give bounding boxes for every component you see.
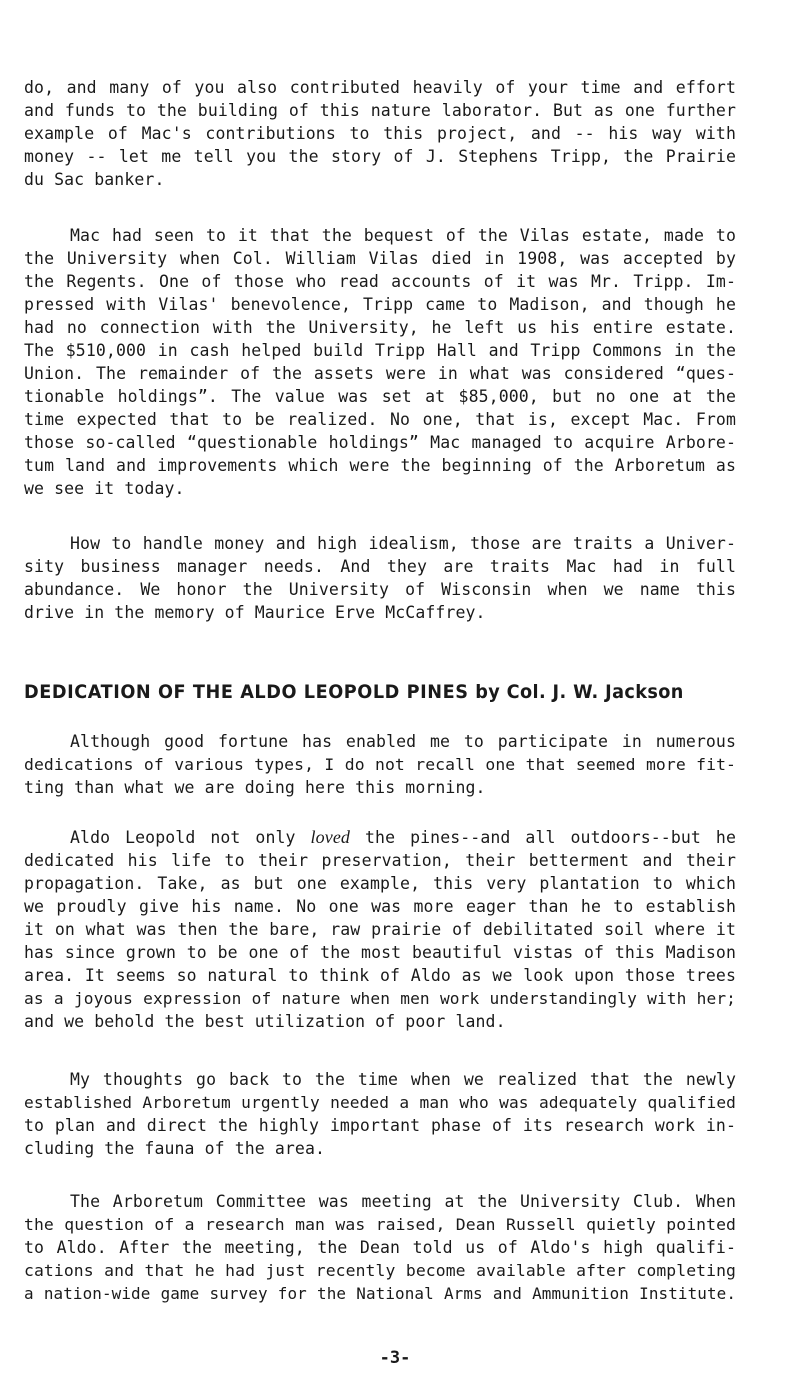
text-segment: Aldo Leopold not only	[70, 828, 311, 847]
text-line: cations and that he had just recently become available after completing	[24, 1261, 736, 1280]
text-line: and funds to the building of this nature laborator. But as one further	[24, 101, 736, 120]
paragraph-tripp-story	[24, 224, 736, 500]
text-line: The $510,000 in cash helped build Tripp Hall and Tripp Commons in the	[24, 341, 736, 360]
text-line: Although good fortune has enabled me to participate in numerous	[70, 732, 736, 751]
text-line: Union. The remainder of the assets were in what was considered “ques-	[24, 364, 736, 383]
text-line: dedicated his life to their preservation, their betterment and their	[24, 851, 736, 870]
text-line-with-emphasis	[24, 826, 736, 849]
paragraph-mac-contributions	[24, 76, 736, 191]
paragraph-arboretum-research	[24, 1068, 736, 1160]
text-line: we proudly give his name. No one was more eager than he to establish	[24, 897, 736, 916]
paragraph-dedications	[24, 730, 736, 799]
emphasis-loved: loved	[310, 827, 351, 847]
text-line: pressed with Vilas' benevolence, Tripp came to Madison, and though he	[24, 295, 736, 314]
text-line: sity business manager needs. And they are traits Mac had in full	[24, 557, 736, 576]
text-line: to plan and direct the highly important phase of its research work in-	[24, 1116, 736, 1135]
text-segment: the pines--and all outdoors--but he	[350, 828, 736, 847]
heading-byline: by Col. J. W. Jackson	[475, 681, 684, 703]
text-line: How to handle money and high idealism, those are traits a Univer-	[70, 534, 736, 553]
text-line: it on what was then the bare, raw prairie of debilitated soil where it	[24, 920, 736, 939]
text-line: money -- let me tell you the story of J. Stephens Tripp, the Prairie	[24, 147, 736, 166]
text-line: the question of a research man was raised, Dean Russell quietly pointed	[24, 1215, 736, 1234]
text-line: example of Mac's contributions to this project, and -- his way with	[24, 124, 736, 143]
text-line: du Sac banker.	[24, 170, 165, 189]
text-line: the University when Col. William Vilas died in 1908, was accepted by	[24, 249, 736, 268]
text-line: area. It seems so natural to think of Aldo as we look upon those trees	[24, 966, 736, 985]
page-number: -3-	[379, 1348, 411, 1368]
text-line: propagation. Take, as but one example, this very plantation to which	[24, 874, 736, 893]
text-line: we see it today.	[24, 479, 185, 498]
text-line: the Regents. One of those who read accounts of it was Mr. Tripp. Im-	[24, 272, 736, 291]
paragraph-leopold-pines	[24, 826, 736, 1033]
text-line: and we behold the best utilization of poor land.	[24, 1012, 506, 1031]
text-line: My thoughts go back to the time when we realized that the newly	[70, 1070, 736, 1089]
text-line: has since grown to be one of the most beautiful vistas of this Madison	[24, 943, 736, 962]
text-line: had no connection with the University, he left us his entire estate.	[24, 318, 736, 337]
text-line: to Aldo. After the meeting, the Dean told us of Aldo's high qualifi-	[24, 1238, 736, 1257]
text-line: do, and many of you also contributed heavily of your time and effort	[24, 78, 736, 97]
text-line: dedications of various types, I do not recall one that seemed more fit-	[24, 755, 736, 774]
text-line: as a joyous expression of nature when men work understandingly with her;	[24, 989, 736, 1008]
paragraph-mccaffrey-drive	[24, 532, 736, 624]
text-line: Mac had seen to it that the bequest of the Vilas estate, made to	[70, 226, 736, 245]
text-line: tum land and improvements which were the beginning of the Arboretum as	[24, 456, 736, 475]
text-line: ting than what we are doing here this morning.	[24, 778, 486, 797]
text-line: a nation-wide game survey for the National Arms and Ammunition Institute.	[24, 1284, 736, 1303]
text-line: abundance. We honor the University of Wisconsin when we name this	[24, 580, 736, 599]
text-line: time expected that to be realized. No one, that is, except Mac. From	[24, 410, 736, 429]
text-line: cluding the fauna of the area.	[24, 1139, 326, 1158]
text-line: established Arboretum urgently needed a man who was adequately qualified	[24, 1093, 736, 1112]
paragraph-arboretum-committee	[24, 1190, 736, 1305]
text-line: drive in the memory of Maurice Erve McCaffrey.	[24, 603, 486, 622]
text-line: those so-called “questionable holdings” Mac managed to acquire Arbore-	[24, 433, 736, 452]
text-line: The Arboretum Committee was meeting at the University Club. When	[70, 1192, 736, 1211]
heading-title: DEDICATION OF THE ALDO LEOPOLD PINES	[24, 681, 469, 703]
section-heading	[24, 677, 686, 707]
text-line: tionable holdings”. The value was set at $85,000, but no one at the	[24, 387, 736, 406]
